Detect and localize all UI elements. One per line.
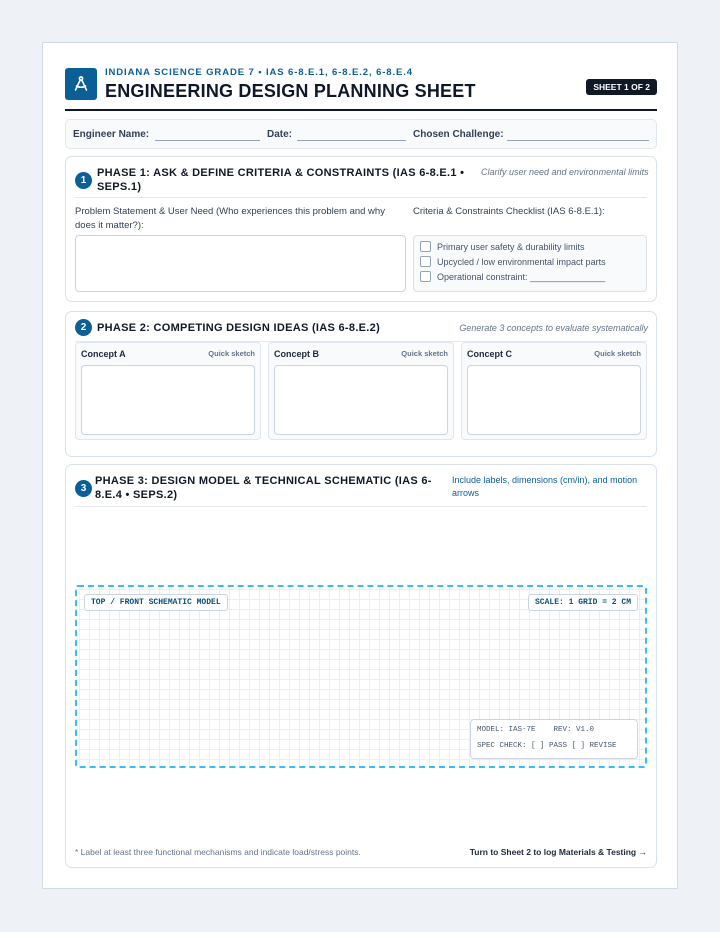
page-title: ENGINEERING DESIGN PLANNING SHEET: [105, 81, 476, 101]
checklist-item-label: Operational constraint: _______________: [437, 271, 606, 282]
engineer-name-label: Engineer Name:: [73, 129, 150, 140]
engineer-info-bar: [65, 119, 657, 149]
engineer-name-field[interactable]: [155, 140, 260, 141]
phase-3-note: Include labels, dimensions (cm/in), and motion arrows: [452, 475, 638, 498]
phase-1-note: Clarify user need and environmental limits: [481, 167, 649, 177]
concept-a-sketch-box[interactable]: [81, 365, 255, 435]
phase-3-section: [65, 464, 657, 868]
concept-a-card: [75, 342, 261, 440]
checklist-item[interactable]: [420, 256, 606, 267]
spec-check-text: SPEC CHECK: [ ] PASS [ ] REVISE: [477, 742, 617, 750]
phase-1-number: 1: [75, 172, 92, 189]
phase-2-title: PHASE 2: COMPETING DESIGN IDEAS (IAS 6-8.E.2): [97, 322, 381, 334]
concept-b-label: Concept B: [274, 349, 319, 359]
phase-2-number: 2: [75, 319, 92, 336]
checkbox[interactable]: [420, 256, 431, 267]
next-sheet-link[interactable]: Turn to Sheet 2 to log Materials & Testing →: [469, 847, 647, 857]
quick-sketch-label: Quick sketch: [208, 349, 255, 358]
phase-2-section: [65, 311, 657, 457]
spec-title-block: [470, 719, 638, 759]
problem-statement-box[interactable]: [75, 235, 406, 292]
checkbox[interactable]: [420, 271, 431, 282]
phase-1-title: PHASE 1: ASK & DEFINE CRITERIA & CONSTRAINTS (IAS 6-8.E.1 • SEPS.1): [97, 167, 465, 193]
challenge-field[interactable]: [507, 140, 649, 141]
phase-3-title: PHASE 3: DESIGN MODEL & TECHNICAL SCHEMATIC (IAS 6-8.E.4 • SEPS.2): [95, 475, 432, 501]
criteria-checklist-label: Criteria & Constraints Checklist (IAS 6-8.E.1):: [413, 206, 605, 217]
schematic-grid[interactable]: [75, 585, 647, 768]
phase-3-number: 3: [75, 480, 92, 497]
concept-c-label: Concept C: [467, 349, 512, 359]
phase-1-divider: [75, 197, 647, 198]
worksheet-page: [42, 42, 678, 889]
checklist-item[interactable]: [420, 271, 605, 282]
quick-sketch-label: Quick sketch: [594, 349, 641, 358]
phase-1-section: [65, 156, 657, 302]
checkbox[interactable]: [420, 241, 431, 252]
phase-3-divider: [75, 506, 647, 507]
quick-sketch-label: Quick sketch: [401, 349, 448, 358]
concept-a-label: Concept A: [81, 349, 126, 359]
phase-2-note: Generate 3 concepts to evaluate systematically: [459, 323, 648, 333]
worksheet-header: [65, 65, 657, 111]
sheet-badge: SHEET 1 OF 2: [586, 79, 657, 95]
concept-b-card: [268, 342, 454, 440]
problem-statement-label: Problem Statement & User Need (Who experiences this problem and why does it matter?):: [75, 206, 385, 231]
challenge-label: Chosen Challenge:: [413, 129, 504, 140]
criteria-checklist: [413, 235, 647, 292]
model-revision-text: MODEL: IAS-7E REV: V1.0: [477, 726, 595, 734]
concept-b-sketch-box[interactable]: [274, 365, 448, 435]
concept-c-card: [461, 342, 647, 440]
date-label: Date:: [267, 129, 293, 140]
checklist-item-label: Primary user safety & durability limits: [437, 241, 585, 252]
labeling-footnote: * Label at least three functional mechanisms and indicate load/stress points.: [75, 847, 361, 857]
scale-tag: SCALE: 1 GRID = 2 CM: [528, 594, 638, 611]
concept-c-sketch-box[interactable]: [467, 365, 641, 435]
standards-subtitle: INDIANA SCIENCE GRADE 7 • IAS 6-8.E.1, 6-8.E.2, 6-8.E.4: [105, 67, 413, 78]
compass-icon: [65, 68, 97, 100]
date-field[interactable]: [297, 140, 406, 141]
checklist-item[interactable]: [420, 241, 585, 252]
schematic-view-tag: TOP / FRONT SCHEMATIC MODEL: [84, 594, 228, 611]
checklist-item-label: Upcycled / low environmental impact parts: [437, 256, 606, 267]
